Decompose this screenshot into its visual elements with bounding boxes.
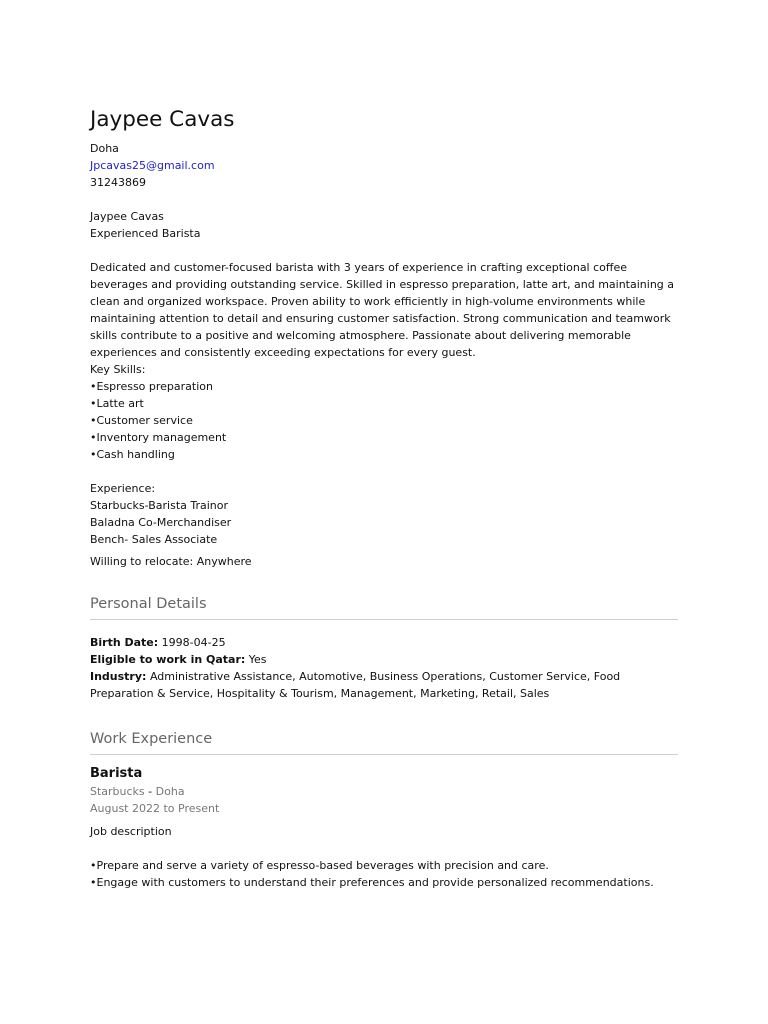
job-title: Barista (90, 766, 143, 781)
skill-item: • Inventory management (90, 429, 678, 446)
relocation-preference: Willing to relocate: Anywhere (90, 555, 252, 568)
job-separator: - (144, 785, 156, 798)
resume-page (90, 104, 678, 891)
job-company-line (90, 783, 678, 800)
experience-item: Starbucks-Barista Trainor (90, 499, 229, 512)
work-experience-heading: Work Experience (90, 728, 678, 755)
headline-title: Experienced Barista (90, 227, 201, 240)
eligibility-value: Yes (248, 653, 267, 666)
skill-item: • Customer service (90, 412, 678, 429)
job-bullet: • Engage with customers to understand their preferences and provide personalized recommendations. (90, 874, 678, 891)
job-city: Doha (155, 785, 185, 798)
job-company: Starbucks (90, 785, 145, 798)
key-skills-label: Key Skills: (90, 363, 146, 376)
experience-item: Bench- Sales Associate (90, 533, 218, 546)
spacer (90, 242, 678, 259)
job-description-label: Job description (90, 825, 172, 838)
phone-number: 31243869 (90, 176, 146, 189)
spacer (90, 191, 678, 208)
skill-item: • Cash handling (90, 446, 678, 463)
experience-label: Experience: (90, 482, 156, 495)
industry-value: Administrative Assistance, Automotive, Business Operations, Customer Service, Food Preparation & Service, Hospitality & Tourism, Management, Marketing, Retail, Sales (90, 670, 621, 700)
personal-details (90, 634, 678, 702)
birth-date-label: Birth Date: (90, 636, 159, 649)
spacer (90, 840, 678, 857)
industry-row (90, 668, 678, 702)
birth-date-row (90, 634, 678, 651)
skill-item: • Latte art (90, 395, 678, 412)
job-bullet: • Prepare and serve a variety of espresso-based beverages with precision and care. (90, 857, 678, 874)
industry-label: Industry: (90, 670, 147, 683)
eligibility-label: Eligible to work in Qatar: (90, 653, 246, 666)
experience-item: Baladna Co-Merchandiser (90, 516, 232, 529)
eligibility-row (90, 651, 678, 668)
birth-date-value: 1998-04-25 (161, 636, 226, 649)
headline-name: Jaypee Cavas (90, 210, 164, 223)
job-dates: August 2022 to Present (90, 802, 220, 815)
spacer (90, 463, 678, 480)
personal-details-heading: Personal Details (90, 593, 678, 620)
summary-paragraph: Dedicated and customer-focused barista with 3 years of experience in crafting exceptional coffee beverages and providing outstanding service. Skilled in espresso preparation, latte art, and maintaining a clean and organized workspace. Proven ability to work efficiently in high-volume environments while maintaining attention to detail and ensuring customer satisfaction. Strong communication and teamwork skills contribute to a positive and welcoming atmosphere. Passionate about delivering memorable experiences and consistently exceeding expectations for every guest. (90, 261, 675, 359)
candidate-name: Jaypee Cavas (90, 107, 235, 132)
skill-item: • Espresso preparation (90, 378, 678, 395)
location: Doha (90, 142, 119, 155)
job-entry (90, 765, 678, 891)
email-link[interactable]: Jpcavas25@gmail.com (90, 159, 215, 172)
